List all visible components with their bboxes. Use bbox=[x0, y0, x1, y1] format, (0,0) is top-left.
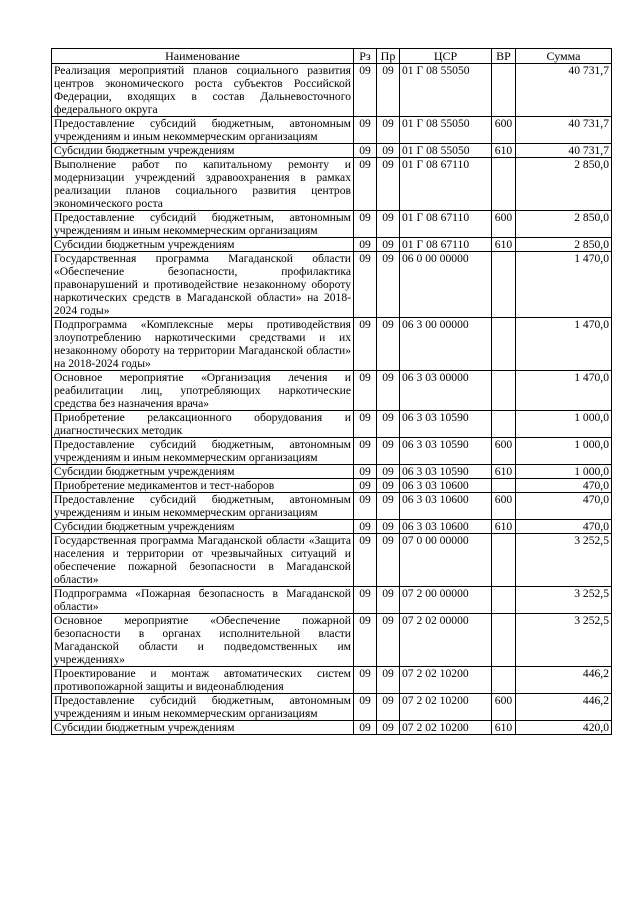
cell-sum: 1 470,0 bbox=[516, 318, 612, 371]
cell-pr: 09 bbox=[377, 238, 400, 252]
cell-vr bbox=[492, 587, 516, 614]
table-row bbox=[52, 694, 612, 721]
table-row bbox=[52, 587, 612, 614]
cell-rz: 09 bbox=[354, 667, 377, 694]
cell-sum: 40 731,7 bbox=[516, 117, 612, 144]
cell-vr: 610 bbox=[492, 465, 516, 479]
cell-csr: 07 0 00 00000 bbox=[400, 534, 492, 587]
cell-rz: 09 bbox=[354, 587, 377, 614]
cell-sum: 40 731,7 bbox=[516, 144, 612, 158]
header-name: Наименование bbox=[52, 49, 354, 64]
cell-pr: 09 bbox=[377, 117, 400, 144]
cell-rz: 09 bbox=[354, 614, 377, 667]
cell-vr: 600 bbox=[492, 117, 516, 144]
cell-csr: 06 0 00 00000 bbox=[400, 252, 492, 318]
cell-vr: 600 bbox=[492, 493, 516, 520]
cell-rz: 09 bbox=[354, 438, 377, 465]
cell-vr bbox=[492, 64, 516, 117]
cell-name: Государственная программа Магаданской области «Защита населения и территории от чрезвычайных ситуаций и обеспечение пожарной безопасности в Магаданской области» bbox=[52, 534, 354, 587]
cell-sum: 3 252,5 bbox=[516, 534, 612, 587]
cell-sum: 2 850,0 bbox=[516, 158, 612, 211]
cell-pr: 09 bbox=[377, 721, 400, 735]
cell-csr: 07 2 02 10200 bbox=[400, 694, 492, 721]
table-row bbox=[52, 117, 612, 144]
cell-name: Приобретение релаксационного оборудования и диагностических методик bbox=[52, 411, 354, 438]
cell-vr bbox=[492, 252, 516, 318]
table-row bbox=[52, 667, 612, 694]
cell-csr: 01 Г 08 67110 bbox=[400, 158, 492, 211]
cell-sum: 1 470,0 bbox=[516, 371, 612, 411]
cell-sum: 2 850,0 bbox=[516, 238, 612, 252]
cell-rz: 09 bbox=[354, 721, 377, 735]
cell-csr: 01 Г 08 67110 bbox=[400, 238, 492, 252]
table-row bbox=[52, 252, 612, 318]
cell-rz: 09 bbox=[354, 64, 377, 117]
cell-rz: 09 bbox=[354, 465, 377, 479]
cell-name: Предоставление субсидий бюджетным, автономным учреждениям и иным некоммерческим организациям bbox=[52, 117, 354, 144]
cell-vr bbox=[492, 411, 516, 438]
cell-pr: 09 bbox=[377, 694, 400, 721]
cell-sum: 1 000,0 bbox=[516, 465, 612, 479]
table-row bbox=[52, 721, 612, 735]
cell-name: Проектирование и монтаж автоматических систем противопожарной защиты и видеонаблюдения bbox=[52, 667, 354, 694]
cell-rz: 09 bbox=[354, 534, 377, 587]
cell-pr: 09 bbox=[377, 667, 400, 694]
cell-vr: 610 bbox=[492, 144, 516, 158]
cell-pr: 09 bbox=[377, 614, 400, 667]
table-row bbox=[52, 371, 612, 411]
cell-csr: 06 3 03 10590 bbox=[400, 438, 492, 465]
cell-name: Основное мероприятие «Организация лечения и реабилитации лиц, употребляющих наркотические средства без назначения врача» bbox=[52, 371, 354, 411]
table-header-row bbox=[52, 49, 612, 64]
cell-name: Реализация мероприятий планов социального развития центров экономического роста субъектов Российской Федерации, входящих в состав Дальневосточного федерального округа bbox=[52, 64, 354, 117]
cell-csr: 07 2 02 00000 bbox=[400, 614, 492, 667]
table-row bbox=[52, 479, 612, 493]
cell-name: Субсидии бюджетным учреждениям bbox=[52, 465, 354, 479]
cell-csr: 06 3 03 10600 bbox=[400, 493, 492, 520]
cell-csr: 06 3 00 00000 bbox=[400, 318, 492, 371]
cell-csr: 06 3 03 10590 bbox=[400, 411, 492, 438]
cell-pr: 09 bbox=[377, 64, 400, 117]
table-row bbox=[52, 64, 612, 117]
cell-csr: 06 3 03 10590 bbox=[400, 465, 492, 479]
cell-name: Субсидии бюджетным учреждениям bbox=[52, 721, 354, 735]
cell-name: Основное мероприятие «Обеспечение пожарной безопасности в органах исполнительной власти Магаданской области и подведомственных им учреждениях» bbox=[52, 614, 354, 667]
cell-name: Предоставление субсидий бюджетным, автономным учреждениям и иным некоммерческим организациям bbox=[52, 438, 354, 465]
cell-sum: 470,0 bbox=[516, 479, 612, 493]
cell-pr: 09 bbox=[377, 252, 400, 318]
cell-pr: 09 bbox=[377, 479, 400, 493]
cell-name: Подпрограмма «Комплексные меры противодействия злоупотреблению наркотическими средствами и их незаконному обороту на территории Магаданской области» на 2018-2024 годы» bbox=[52, 318, 354, 371]
cell-pr: 09 bbox=[377, 587, 400, 614]
cell-vr bbox=[492, 534, 516, 587]
cell-name: Подпрограмма «Пожарная безопасность в Магаданской области» bbox=[52, 587, 354, 614]
document-page bbox=[51, 48, 611, 735]
cell-vr: 610 bbox=[492, 721, 516, 735]
cell-sum: 1 000,0 bbox=[516, 411, 612, 438]
cell-vr bbox=[492, 479, 516, 493]
cell-name: Предоставление субсидий бюджетным, автономным учреждениям и иным некоммерческим организациям bbox=[52, 493, 354, 520]
cell-vr bbox=[492, 318, 516, 371]
cell-pr: 09 bbox=[377, 211, 400, 238]
table-row bbox=[52, 465, 612, 479]
cell-sum: 420,0 bbox=[516, 721, 612, 735]
cell-vr: 600 bbox=[492, 694, 516, 721]
table-row bbox=[52, 534, 612, 587]
cell-rz: 09 bbox=[354, 238, 377, 252]
cell-rz: 09 bbox=[354, 479, 377, 493]
cell-rz: 09 bbox=[354, 144, 377, 158]
cell-sum: 470,0 bbox=[516, 520, 612, 534]
cell-pr: 09 bbox=[377, 520, 400, 534]
table-row bbox=[52, 318, 612, 371]
cell-rz: 09 bbox=[354, 493, 377, 520]
cell-sum: 446,2 bbox=[516, 667, 612, 694]
cell-csr: 01 Г 08 55050 bbox=[400, 117, 492, 144]
cell-pr: 09 bbox=[377, 438, 400, 465]
header-rz: Рз bbox=[354, 49, 377, 64]
cell-sum: 2 850,0 bbox=[516, 211, 612, 238]
cell-vr: 600 bbox=[492, 438, 516, 465]
cell-vr bbox=[492, 667, 516, 694]
table-row bbox=[52, 411, 612, 438]
cell-sum: 1 000,0 bbox=[516, 438, 612, 465]
cell-rz: 09 bbox=[354, 117, 377, 144]
cell-name: Предоставление субсидий бюджетным, автономным учреждениям и иным некоммерческим организациям bbox=[52, 211, 354, 238]
header-csr: ЦСР bbox=[400, 49, 492, 64]
budget-table bbox=[51, 48, 612, 735]
cell-sum: 40 731,7 bbox=[516, 64, 612, 117]
header-sum: Сумма bbox=[516, 49, 612, 64]
cell-rz: 09 bbox=[354, 411, 377, 438]
cell-vr bbox=[492, 614, 516, 667]
cell-csr: 01 Г 08 55050 bbox=[400, 144, 492, 158]
cell-sum: 3 252,5 bbox=[516, 614, 612, 667]
cell-name: Выполнение работ по капитальному ремонту и модернизации учреждений здравоохранения в рамках реализации планов социального развития центров экономического роста bbox=[52, 158, 354, 211]
cell-pr: 09 bbox=[377, 318, 400, 371]
cell-csr: 06 3 03 10600 bbox=[400, 479, 492, 493]
cell-csr: 07 2 02 10200 bbox=[400, 721, 492, 735]
cell-name: Субсидии бюджетным учреждениям bbox=[52, 144, 354, 158]
table-row bbox=[52, 614, 612, 667]
cell-rz: 09 bbox=[354, 520, 377, 534]
cell-sum: 446,2 bbox=[516, 694, 612, 721]
cell-rz: 09 bbox=[354, 158, 377, 211]
cell-name: Субсидии бюджетным учреждениям bbox=[52, 238, 354, 252]
table-row bbox=[52, 238, 612, 252]
cell-pr: 09 bbox=[377, 493, 400, 520]
table-row bbox=[52, 438, 612, 465]
table-row bbox=[52, 493, 612, 520]
cell-name: Государственная программа Магаданской области «Обеспечение безопасности, профилактика правонарушений и противодействие незаконному обороту наркотических средств в Магаданской области» на 2018-2024 годы» bbox=[52, 252, 354, 318]
cell-vr: 600 bbox=[492, 211, 516, 238]
cell-rz: 09 bbox=[354, 211, 377, 238]
table-row bbox=[52, 144, 612, 158]
cell-csr: 06 3 03 00000 bbox=[400, 371, 492, 411]
cell-pr: 09 bbox=[377, 465, 400, 479]
cell-sum: 1 470,0 bbox=[516, 252, 612, 318]
cell-vr: 610 bbox=[492, 520, 516, 534]
cell-name: Приобретение медикаментов и тест-наборов bbox=[52, 479, 354, 493]
cell-pr: 09 bbox=[377, 411, 400, 438]
cell-rz: 09 bbox=[354, 694, 377, 721]
cell-rz: 09 bbox=[354, 371, 377, 411]
cell-csr: 01 Г 08 67110 bbox=[400, 211, 492, 238]
cell-name: Предоставление субсидий бюджетным, автономным учреждениям и иным некоммерческим организациям bbox=[52, 694, 354, 721]
cell-csr: 07 2 00 00000 bbox=[400, 587, 492, 614]
cell-csr: 01 Г 08 55050 bbox=[400, 64, 492, 117]
cell-rz: 09 bbox=[354, 318, 377, 371]
cell-rz: 09 bbox=[354, 252, 377, 318]
cell-pr: 09 bbox=[377, 158, 400, 211]
cell-csr: 06 3 03 10600 bbox=[400, 520, 492, 534]
header-pr: Пр bbox=[377, 49, 400, 64]
table-row bbox=[52, 158, 612, 211]
cell-sum: 3 252,5 bbox=[516, 587, 612, 614]
table-row bbox=[52, 211, 612, 238]
cell-pr: 09 bbox=[377, 534, 400, 587]
cell-pr: 09 bbox=[377, 144, 400, 158]
header-vr: ВР bbox=[492, 49, 516, 64]
cell-vr bbox=[492, 371, 516, 411]
cell-csr: 07 2 02 10200 bbox=[400, 667, 492, 694]
cell-name: Субсидии бюджетным учреждениям bbox=[52, 520, 354, 534]
cell-vr: 610 bbox=[492, 238, 516, 252]
cell-sum: 470,0 bbox=[516, 493, 612, 520]
cell-pr: 09 bbox=[377, 371, 400, 411]
cell-vr bbox=[492, 158, 516, 211]
table-row bbox=[52, 520, 612, 534]
